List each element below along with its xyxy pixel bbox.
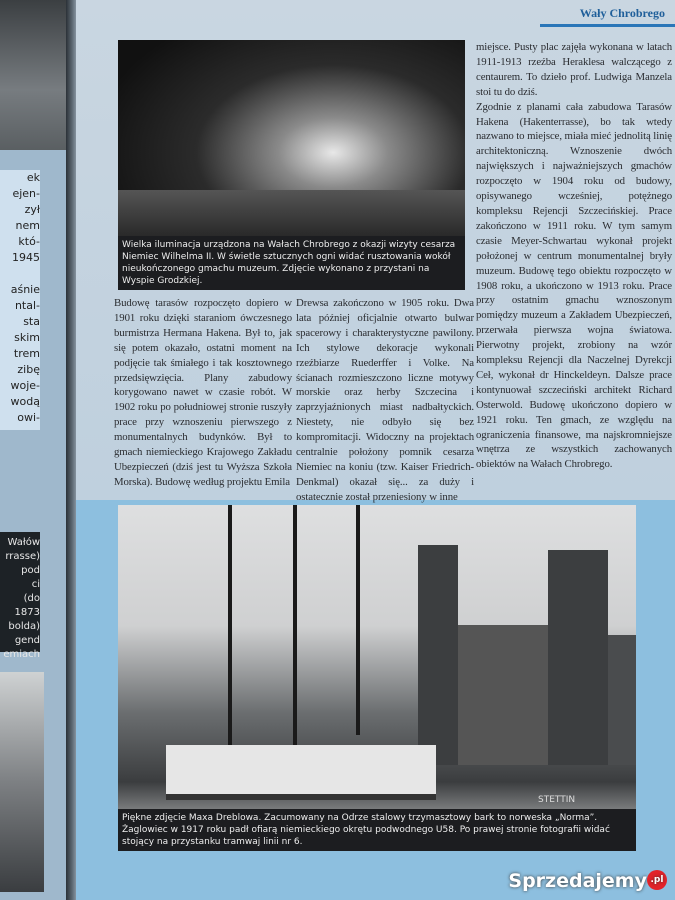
header-rule xyxy=(540,24,675,27)
text-fragment: trem xyxy=(13,347,40,360)
text-column-2: Drewsa zakończono w 1905 roku. Dwa lata później oficjalnie otwarto bulwar spacerowy i charakterystyczne pawilony. Ich stylowe dekoracje wykonali rzeźbiarze Ruederffer i Volke. Na ścianach rozmieszczono liczne motywy morskie oraz herby Szczecina i zaprzyjaźnionych miast nadbałtyckich. Niestety, nie odbyło się bez kompromitacji. Widoczny na projektach centralnie położony pomnik cesarza Niemiec na koniu (tzw. Kaiser Friedrich-Denkmal) okazał się... za duży i ostatecznie został przeniesiony w inne xyxy=(296,297,474,503)
watermark-text: Sprzedajemy xyxy=(508,870,647,892)
text-fragment: aśnie xyxy=(10,283,40,296)
text-fragment: wodą xyxy=(10,395,40,408)
left-page xyxy=(0,0,72,900)
left-text-fragments xyxy=(0,170,40,430)
text-fragment: emiach xyxy=(3,649,40,660)
building xyxy=(608,635,636,765)
left-dark-box xyxy=(0,532,40,660)
text-fragment: gend xyxy=(14,635,40,646)
text-fragment: zibę xyxy=(17,363,40,376)
text-fragment: nem xyxy=(15,219,40,232)
text-fragment: ejen- xyxy=(12,187,40,200)
sailing-ship-photo xyxy=(118,505,636,851)
paragraph: Zgodnie z planami cała zabudowa Tarasów Hakena (Hakenterrasse), bo tak wtedy nazwano to miejsce, miała mieć jednolitą linię architektoniczną. Wznoszenie dwóch największych i najważniejszych gmachów rozpoczęto w 1904 roku od budowy, opisywanego wcześniej, potężnego kompleksu Rejencji Szczecińskiej. Prace zakończono w 1911 roku. W tym samym czasie Meyer-Schwartau wykonał projekt położonej w centrum monumentalnej bryły muzeum. Budowę tego obiektu rozpoczęto w 1908 roku, a ukończono w 1913 roku. Prace przy ostatnim gmachu wznoszonym pomiędzy muzeum a Zakładem Ubezpieczeń, przerwała pierwsza wojna światowa. Pierwotny projekt, zrobiony na wzór kompleksu Rejencji dla Naczelnej Dyrekcji Ceł, wykonał dr Hinckeldeyn. Dalsze prace kontynuował szczeciński architekt Richard Osterwold. Budowę ukończono dopiero w 1921 roku. Ten gmach, ze względu na ograniczenia finansowe, ma najskromniejsze wnętrza ze wszystkich zachowanych obiektów na Wałach Chrobrego. xyxy=(476,100,672,471)
text-fragment: bolda) xyxy=(8,621,40,632)
text-fragment: woje- xyxy=(10,379,40,392)
mast xyxy=(356,505,360,735)
text-column-1: Budowę tarasów rozpoczęto dopiero w 1901 roku dzięki staraniom ówczesnego burmistrza Hermana Hakena. Był to, jak się potem okazało, ostatni moment na podjęcie tak śmiałego i tak kosztownego przedsięwzięcia. Plany zabudowy korygowano nawet w czasie robót. W 1902 roku po południowej stronie ruszyły prace przy wznoszeniu pierwszego z monumentalnych budynków. Był to gmach niemieckiego Krajowego Zakładu Ubezpieczeń (dziś jest tu Wyższa Szkoła Morska). Budowę według projektu Emila xyxy=(114,297,292,488)
watermark xyxy=(508,870,667,892)
text-fragment: pod xyxy=(21,565,40,576)
mast xyxy=(228,505,232,750)
building xyxy=(458,625,548,765)
text-fragment: (do 1873 xyxy=(14,593,40,618)
text-fragment: ci xyxy=(31,579,40,590)
photo-bottom-caption: Piękne zdjęcie Maxa Dreblowa. Zacumowany na Odrze stalowy trzymasztowy bark to norweska „Norma”. Żaglowiec w 1917 roku padł ofiarą niemieckiego okrętu podwodnego U58. Po prawej stronie fotografii widać stojący na przystanku tramwaj linii nr 6. xyxy=(118,809,636,851)
left-photo-bottom xyxy=(0,672,44,892)
left-photo-top xyxy=(0,0,68,150)
mast xyxy=(293,505,297,745)
hull-text: STETTIN xyxy=(538,795,576,805)
text-fragment: któ- xyxy=(18,235,40,248)
watermark-badge: .pl xyxy=(647,870,667,890)
text-fragment: ek xyxy=(26,171,40,184)
text-fragment: rrasse) xyxy=(5,551,40,562)
illumination-photo xyxy=(118,40,465,290)
photo-top-caption: Wielka iluminacja urządzona na Wałach Chrobrego z okazji wizyty cesarza Niemiec Wilhelma II. W świetle sztucznych ogni widać rusztowania wokół nieukończonego gmachu muzeum. Zdjęcie wykonano z przystani na Wyspie Grodzkiej. xyxy=(118,236,465,290)
text-fragment: owi- xyxy=(17,411,40,424)
text-fragment: skim xyxy=(14,331,40,344)
paragraph: miejsce. Pusty plac zajęła wykonana w latach 1911-1913 rzeźba Heraklesa walczącego z centaurem. To dzieło prof. Ludwiga Manzela stoi tu do dziś. xyxy=(476,41,672,98)
text-column-3 xyxy=(476,40,672,472)
text-fragment: zył xyxy=(24,203,40,216)
right-page xyxy=(76,0,675,900)
tower-building xyxy=(418,545,458,765)
section-title: Wały Chrobrego xyxy=(579,6,665,20)
text-fragment: 1945 xyxy=(12,251,40,264)
text-fragment: sta xyxy=(23,315,40,328)
ship-hull xyxy=(166,745,436,800)
tower-building xyxy=(548,550,608,765)
text-fragment: Wałów xyxy=(7,537,40,548)
text-fragment: ntal- xyxy=(14,299,40,312)
text-fragment xyxy=(0,266,40,282)
